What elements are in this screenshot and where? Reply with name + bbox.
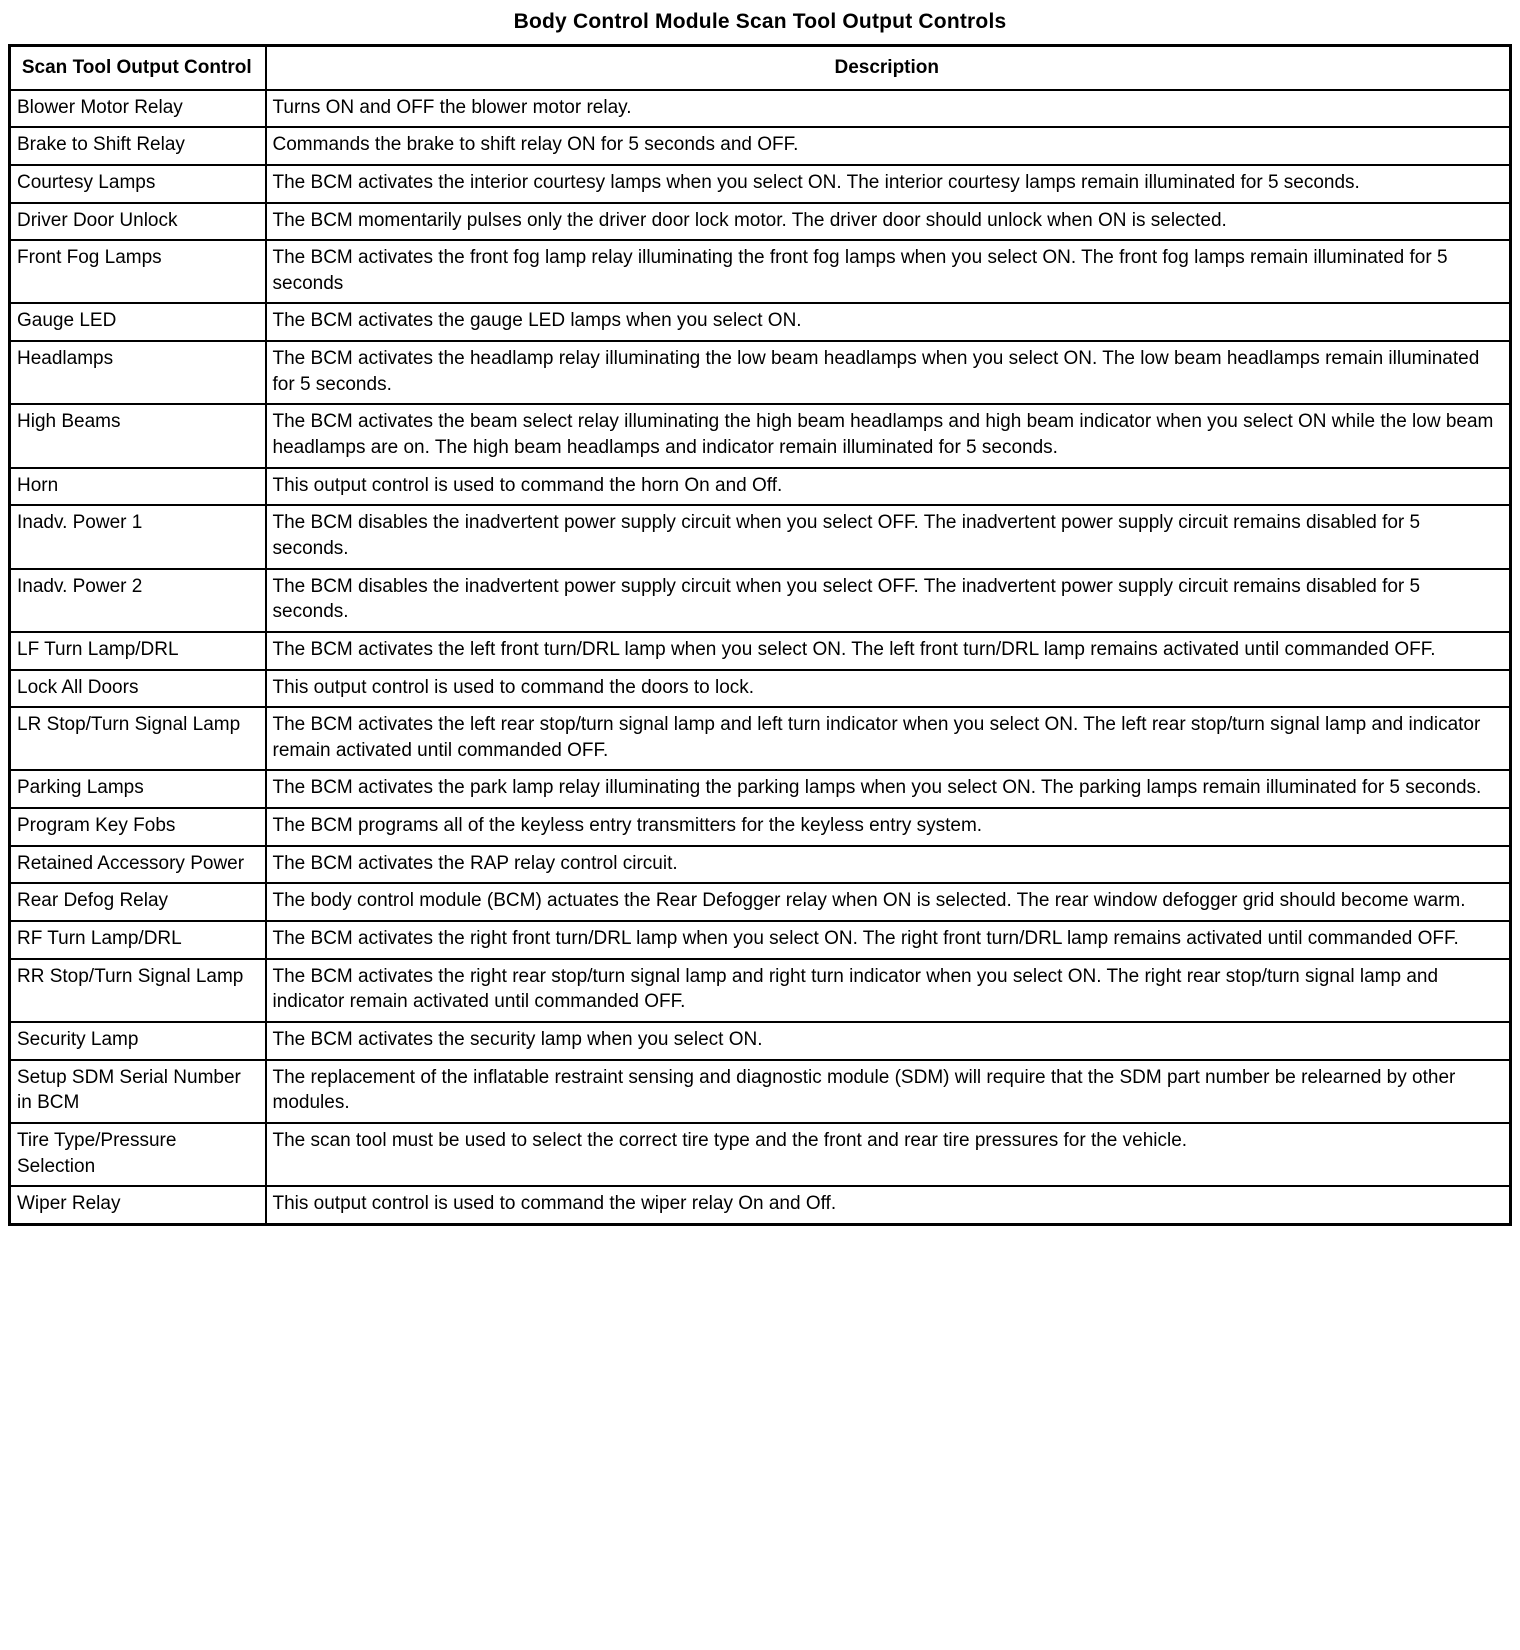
page-title: Body Control Module Scan Tool Output Controls (513, 10, 1007, 33)
description-cell: The BCM programs all of the keyless entry transmitters for the keyless entry system. (266, 808, 1511, 846)
description-cell: The BCM disables the inadvertent power supply circuit when you select OFF. The inadvertent power supply circuit remains disabled for 5 seconds. (266, 505, 1511, 568)
table-row (10, 468, 1511, 506)
table-row (10, 846, 1511, 884)
description-cell: The scan tool must be used to select the correct tire type and the front and rear tire pressures for the vehicle. (266, 1123, 1511, 1186)
table-row (10, 404, 1511, 467)
table-row (10, 921, 1511, 959)
table-row (10, 341, 1511, 404)
table-row (10, 1022, 1511, 1060)
table-row (10, 1123, 1511, 1186)
table-row (10, 670, 1511, 708)
table-row (10, 632, 1511, 670)
control-cell: Headlamps (10, 341, 266, 404)
control-cell: Blower Motor Relay (10, 90, 266, 128)
header-row (10, 46, 1511, 90)
table-row (10, 90, 1511, 128)
description-cell: Turns ON and OFF the blower motor relay. (266, 90, 1511, 128)
description-cell: The body control module (BCM) actuates the Rear Defogger relay when ON is selected. The rear window defogger grid should become warm. (266, 883, 1511, 921)
description-cell: The BCM momentarily pulses only the driver door lock motor. The driver door should unlock when ON is selected. (266, 203, 1511, 241)
control-cell: Brake to Shift Relay (10, 127, 266, 165)
description-cell: The BCM activates the left rear stop/turn signal lamp and left turn indicator when you select ON. The left rear stop/turn signal lamp and indicator remain activated until commanded OFF. (266, 707, 1511, 770)
table-row (10, 770, 1511, 808)
table-row (10, 303, 1511, 341)
table-row (10, 808, 1511, 846)
description-cell: The BCM activates the right rear stop/turn signal lamp and right turn indicator when you select ON. The right rear stop/turn signal lamp and indicator remain activated until commanded OFF. (266, 959, 1511, 1022)
table-row (10, 959, 1511, 1022)
table-row (10, 127, 1511, 165)
control-cell: Front Fog Lamps (10, 240, 266, 303)
description-cell: The BCM activates the left front turn/DRL lamp when you select ON. The left front turn/DRL lamp remains activated until commanded OFF. (266, 632, 1511, 670)
table-row (10, 569, 1511, 632)
table-row (10, 203, 1511, 241)
control-cell: Security Lamp (10, 1022, 266, 1060)
header-control-column: Scan Tool Output Control (10, 46, 266, 90)
description-cell: The replacement of the inflatable restraint sensing and diagnostic module (SDM) will require that the SDM part number be relearned by other modules. (266, 1060, 1511, 1123)
table-header (10, 46, 1511, 90)
description-cell: Commands the brake to shift relay ON for 5 seconds and OFF. (266, 127, 1511, 165)
table-row (10, 505, 1511, 568)
description-cell: This output control is used to command the horn On and Off. (266, 468, 1511, 506)
table-row (10, 1186, 1511, 1224)
description-cell: The BCM activates the park lamp relay illuminating the parking lamps when you select ON. The parking lamps remain illuminated for 5 seconds. (266, 770, 1511, 808)
table-row (10, 1060, 1511, 1123)
control-cell: Wiper Relay (10, 1186, 266, 1224)
control-cell: Program Key Fobs (10, 808, 266, 846)
control-cell: Parking Lamps (10, 770, 266, 808)
control-cell: LF Turn Lamp/DRL (10, 632, 266, 670)
header-description-column: Description (266, 46, 1511, 90)
control-cell: Driver Door Unlock (10, 203, 266, 241)
output-controls-table (8, 44, 1512, 1226)
table-row (10, 165, 1511, 203)
control-cell: RR Stop/Turn Signal Lamp (10, 959, 266, 1022)
description-cell: This output control is used to command the wiper relay On and Off. (266, 1186, 1511, 1224)
control-cell: Tire Type/Pressure Selection (10, 1123, 266, 1186)
control-cell: Courtesy Lamps (10, 165, 266, 203)
description-cell: The BCM activates the right front turn/DRL lamp when you select ON. The right front turn/DRL lamp remains activated until commanded OFF. (266, 921, 1511, 959)
description-cell: The BCM activates the gauge LED lamps when you select ON. (266, 303, 1511, 341)
control-cell: Lock All Doors (10, 670, 266, 708)
control-cell: Gauge LED (10, 303, 266, 341)
control-cell: Inadv. Power 1 (10, 505, 266, 568)
description-cell: The BCM activates the security lamp when you select ON. (266, 1022, 1511, 1060)
control-cell: Inadv. Power 2 (10, 569, 266, 632)
control-cell: Retained Accessory Power (10, 846, 266, 884)
control-cell: LR Stop/Turn Signal Lamp (10, 707, 266, 770)
description-cell: This output control is used to command the doors to lock. (266, 670, 1511, 708)
table-row (10, 707, 1511, 770)
table-body (10, 90, 1511, 1225)
control-cell: RF Turn Lamp/DRL (10, 921, 266, 959)
control-cell: Rear Defog Relay (10, 883, 266, 921)
control-cell: Setup SDM Serial Number in BCM (10, 1060, 266, 1123)
control-cell: Horn (10, 468, 266, 506)
description-cell: The BCM activates the beam select relay illuminating the high beam headlamps and high beam indicator when you select ON while the low beam headlamps are on. The high beam headlamps and indicator remain illuminated for 5 seconds. (266, 404, 1511, 467)
description-cell: The BCM activates the interior courtesy lamps when you select ON. The interior courtesy lamps remain illuminated for 5 seconds. (266, 165, 1511, 203)
description-cell: The BCM disables the inadvertent power supply circuit when you select OFF. The inadvertent power supply circuit remains disabled for 5 seconds. (266, 569, 1511, 632)
description-cell: The BCM activates the RAP relay control circuit. (266, 846, 1511, 884)
control-cell: High Beams (10, 404, 266, 467)
table-row (10, 240, 1511, 303)
description-cell: The BCM activates the headlamp relay illuminating the low beam headlamps when you select ON. The low beam headlamps remain illuminated for 5 seconds. (266, 341, 1511, 404)
description-cell: The BCM activates the front fog lamp relay illuminating the front fog lamps when you select ON. The front fog lamps remain illuminated for 5 seconds (266, 240, 1511, 303)
table-row (10, 883, 1511, 921)
